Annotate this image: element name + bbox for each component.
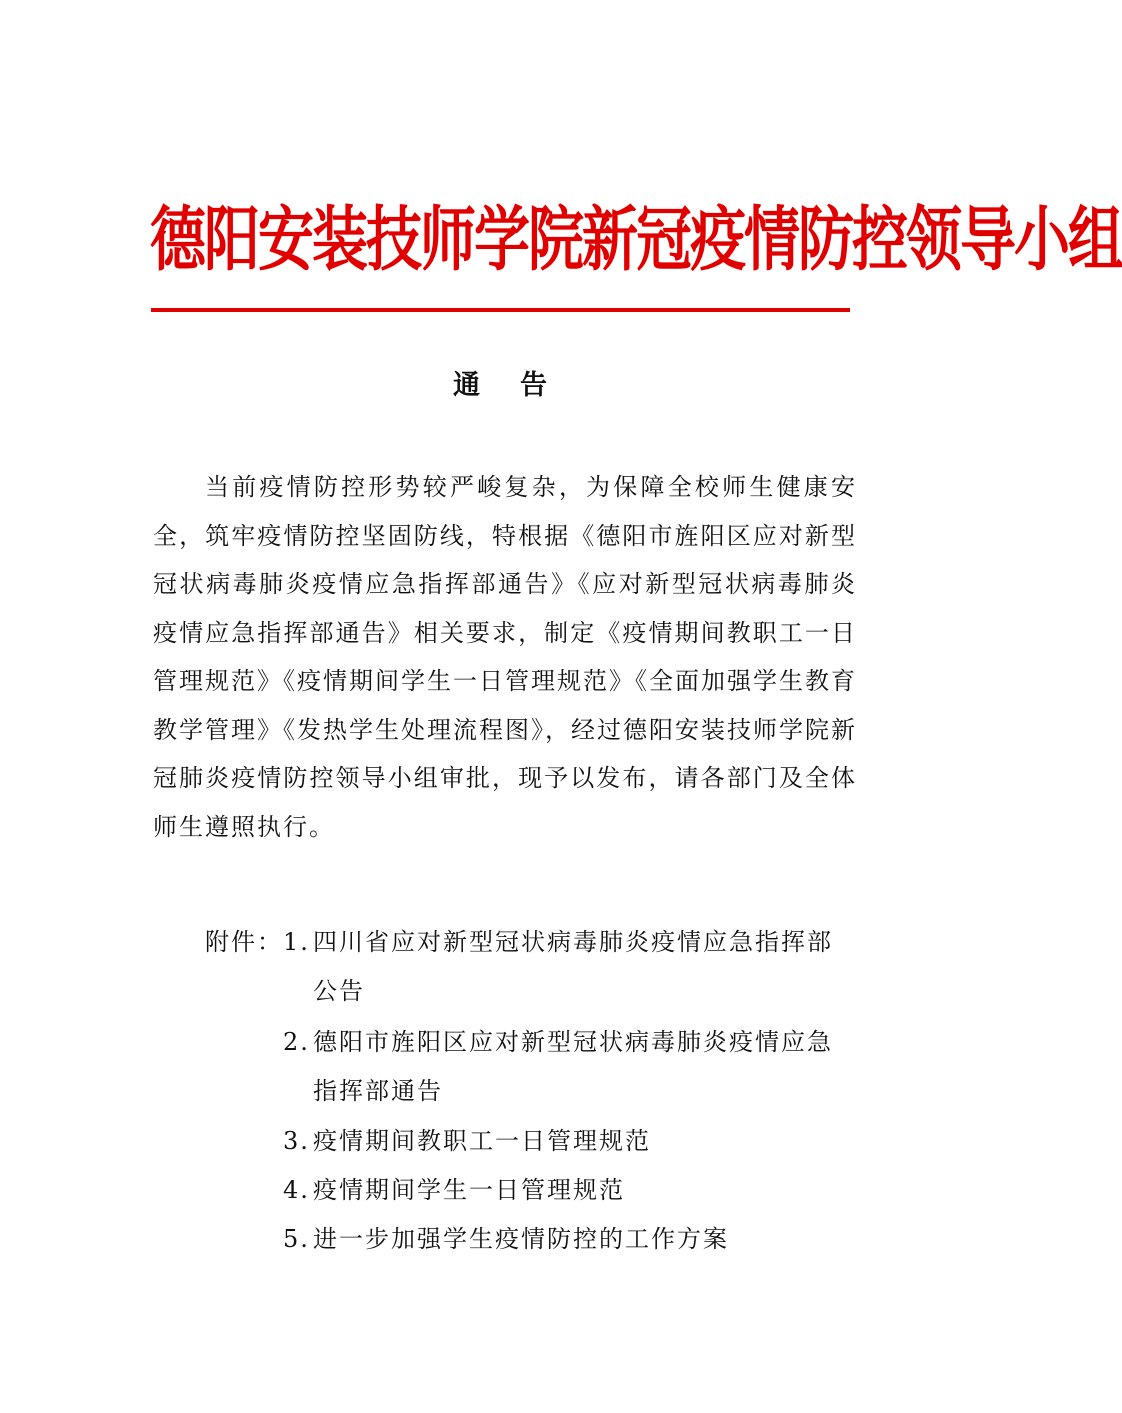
attachment-number: 3. [283,1127,310,1155]
attachment-item-5 [283,1215,855,1264]
attachment-title: 进一步加强学生疫情防控的工作方案 [313,1225,729,1253]
attachment-item-1 [283,918,855,1015]
attachment-title: 疫情期间学生一日管理规范 [313,1176,625,1204]
attachments-label: 附件： [205,928,283,956]
attachment-item-3 [283,1117,855,1166]
notice-body-paragraph: 当前疫情防控形势较严峻复杂，为保障全校师生健康安全，筑牢疫情防控坚固防线，特根据《德阳市旌阳区应对新型冠状病毒肺炎疫情应急指挥部通告》《应对新型冠状病毒肺炎疫情应急指挥部通告》相关要求，制定《疫情期间教职工一日管理规范》《疫情期间学生一日管理规范》《全面加强学生教育教学管理》《发热学生处理流程图》，经过德阳安装技师学院新冠肺炎疫情防控领导小组审批，现予以发布，请各部门及全体师生遵照执行。 [153,473,857,841]
attachment-number: 1. [283,928,310,956]
attachment-item-2 [283,1018,855,1115]
attachment-number: 2. [283,1028,310,1056]
attachment-number: 5. [283,1225,310,1253]
document-header-org-name: 德阳安装技师学院新冠疫情防控领导小组 [150,199,1122,281]
attachment-title: 德阳市旌阳区应对新型冠状病毒肺炎疫情应急指挥部通告 [313,1028,833,1105]
attachment-title: 疫情期间教职工一日管理规范 [313,1127,651,1155]
header-red-rule [151,308,850,312]
attachment-item-4 [283,1166,855,1215]
attachment-title: 四川省应对新型冠状病毒肺炎疫情应急指挥部公告 [313,928,833,1005]
attachment-number: 4. [283,1176,310,1204]
notice-title: 通告 [453,370,587,401]
